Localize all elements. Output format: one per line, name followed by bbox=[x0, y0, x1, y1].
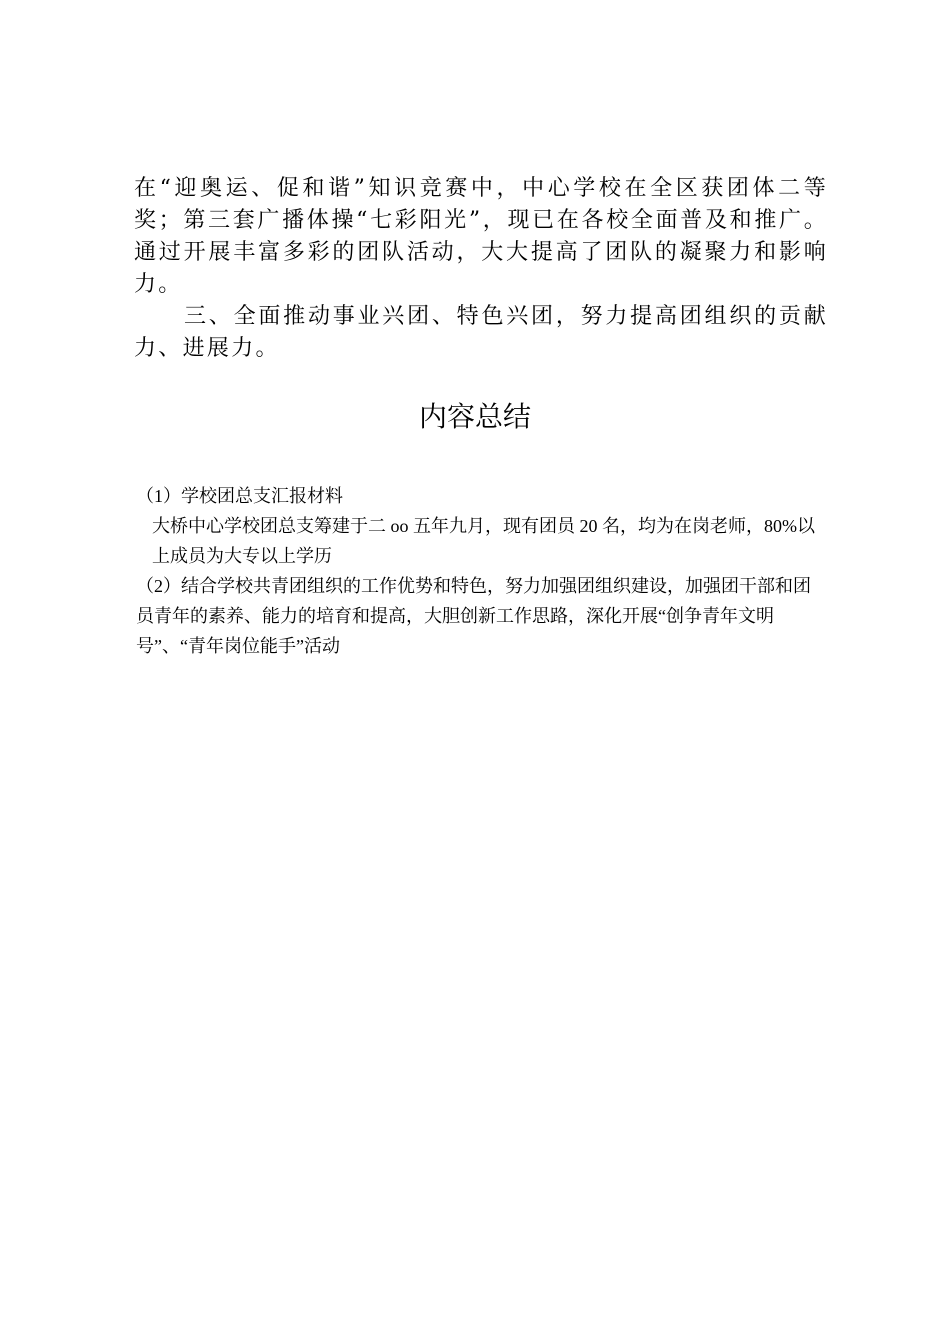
summary-item-1-label: （1）学校团总支汇报材料 bbox=[136, 486, 343, 506]
body-text bbox=[134, 173, 828, 365]
summary-section bbox=[136, 481, 826, 661]
section-heading: 三、全面推动事业兴团、特色兴团，努力提高团组织的贡献力、进展力。 bbox=[134, 304, 828, 361]
body-paragraph: 在“迎奥运、促和谐”知识竞赛中，中心学校在全区获团体二等奖；第三套广播体操“七彩阳光”，现已在各校全面普及和推广。通过开展丰富多彩的团队活动，大大提高了团队的凝聚力和影响力。 bbox=[134, 176, 828, 297]
summary-item-1-text: 大桥中心学校团总支筹建于二 oo 五年九月，现有团员 20 名，均为在岗老师，80%以上成员为大专以上学历 bbox=[152, 516, 815, 566]
summary-item-2-text: （2）结合学校共青团组织的工作优势和特色，努力加强团组织建设，加强团干部和团员青年的素养、能力的培育和提高，大胆创新工作思路，深化开展“创争青年文明号”、“青年岗位能手”活动 bbox=[136, 576, 811, 656]
summary-title: 内容总结 bbox=[418, 402, 531, 433]
